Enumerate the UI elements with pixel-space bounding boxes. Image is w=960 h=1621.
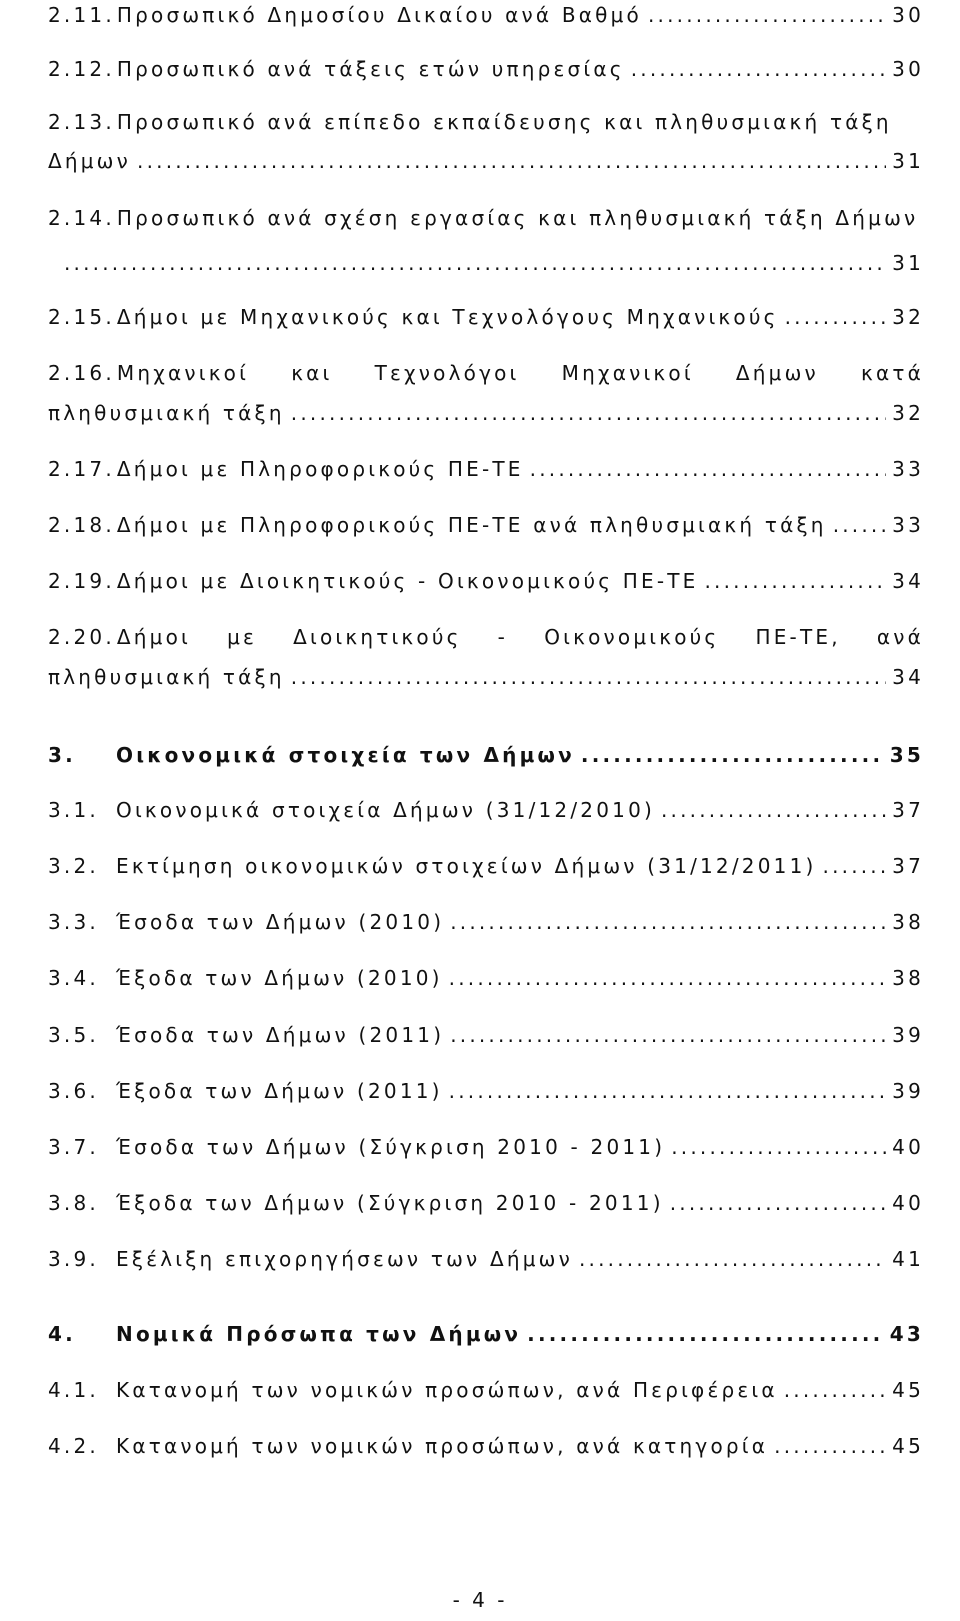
toc-leader (291, 662, 886, 692)
toc-page: 43 (889, 1322, 924, 1346)
toc-word: - (497, 625, 509, 649)
toc-word: ανά (876, 625, 924, 649)
toc-page: 33 (892, 513, 924, 537)
toc-title: Δήμοι με Διοικητικούς - Οικονομικούς ΠΕ-ΤΕ (116, 569, 699, 593)
toc-title: Κατανομή των νομικών προσώπων, ανά Περιφέρεια (116, 1378, 778, 1402)
toc-title: Κατανομή των νομικών προσώπων, ανά κατηγορία (116, 1434, 769, 1458)
toc-number: 2.13. (48, 110, 115, 134)
toc-entry-continuation[interactable] (48, 662, 924, 692)
toc-number: 2.18. (48, 513, 115, 537)
toc-word: Μηχανικοί (116, 361, 250, 385)
toc-page: 33 (892, 457, 924, 481)
toc-page: 32 (892, 401, 924, 425)
toc-word: Οικονομικούς (544, 625, 720, 649)
toc-leader (450, 1020, 886, 1050)
toc-word: Διοικητικούς (293, 625, 462, 649)
toc-number: 2.12. (48, 57, 115, 81)
toc-leader (450, 907, 886, 937)
toc-leader (581, 740, 884, 770)
toc-number: 2.20. (48, 625, 115, 649)
toc-page: 34 (892, 569, 924, 593)
toc-leader (671, 1132, 886, 1162)
toc-entry-continuation[interactable] (64, 248, 924, 278)
toc-page: 30 (892, 57, 924, 81)
toc-title: Δήμων (48, 149, 132, 173)
toc-leader (823, 851, 887, 881)
toc-page: 32 (892, 305, 924, 329)
toc-entry[interactable] (48, 454, 924, 484)
toc-chapter-entry[interactable] (48, 1319, 924, 1349)
toc-page: 30 (892, 3, 924, 27)
toc-leader (291, 398, 886, 428)
toc-number: 2.11. (48, 3, 115, 27)
toc-leader (774, 1431, 886, 1461)
toc-title: Προσωπικό ανά επίπεδο εκπαίδευσης και πληθυσμιακή τάξη (116, 110, 892, 134)
toc-entry[interactable] (48, 907, 924, 937)
toc-title: Οικονομικά στοιχεία Δήμων (31/12/2010) (116, 798, 655, 822)
toc-word: και (291, 361, 333, 385)
toc-number: 3.2. (48, 854, 99, 878)
toc-leader (631, 54, 886, 84)
toc-entry[interactable] (48, 1375, 924, 1405)
toc-number: 2.15. (48, 305, 115, 329)
toc-entry-continuation[interactable] (48, 398, 924, 428)
toc-page: 34 (892, 665, 924, 689)
toc-title: Έξοδα των Δήμων (2010) (116, 966, 443, 990)
toc-page: 45 (892, 1434, 924, 1458)
toc-title: Δήμοι με Πληροφορικούς ΠΕ-ΤΕ (116, 457, 524, 481)
toc-entry[interactable] (48, 1020, 924, 1050)
toc-number: 3.1. (48, 798, 99, 822)
toc-leader (670, 1188, 886, 1218)
toc-title: Δήμοι με Μηχανικούς και Τεχνολόγους Μηχανικούς (116, 305, 779, 329)
toc-entry[interactable] (48, 1188, 924, 1218)
toc-entry[interactable] (48, 1076, 924, 1106)
toc-number: 4.1. (48, 1378, 99, 1402)
toc-entry[interactable] (48, 107, 924, 137)
toc-leader (784, 1375, 886, 1405)
toc-entry[interactable] (48, 1431, 924, 1461)
toc-title: Έσοδα των Δήμων (2010) (116, 910, 445, 934)
toc-number: 3.9. (48, 1247, 99, 1271)
toc-page: 37 (892, 854, 924, 878)
toc-word: με (227, 625, 258, 649)
toc-entry[interactable] (48, 1244, 924, 1274)
toc-number: 2.17. (48, 457, 115, 481)
toc-title: Νομικά Πρόσωπα των Δήμων (116, 1322, 522, 1346)
toc-page: 38 (892, 910, 924, 934)
toc-title: Οικονομικά στοιχεία των Δήμων (116, 743, 575, 767)
toc-page: 37 (892, 798, 924, 822)
toc-page: 31 (892, 149, 924, 173)
toc-page: 41 (892, 1247, 924, 1271)
toc-title: Προσωπικό ανά σχέση εργασίας και πληθυσμιακή τάξη Δήμων (116, 206, 919, 230)
toc-word: κατά (861, 361, 925, 385)
toc-number: 3.3. (48, 910, 99, 934)
toc-leader (64, 248, 886, 278)
toc-number: 3.7. (48, 1135, 99, 1159)
toc-title: Εξέλιξη επιχορηγήσεων των Δήμων (116, 1247, 573, 1271)
toc-number: 4. (48, 1322, 76, 1346)
toc-word: Μηχανικοί (561, 361, 694, 385)
toc-title: Προσωπικό ανά τάξεις ετών υπηρεσίας (116, 57, 625, 81)
toc-entry[interactable] (48, 622, 924, 652)
toc-leader (449, 1076, 886, 1106)
toc-title: Εκτίμηση οικονομικών στοιχείων Δήμων (31/12/2011) (116, 854, 817, 878)
toc-entry[interactable] (48, 302, 924, 332)
toc-number: 3.6. (48, 1079, 99, 1103)
toc-page: 31 (892, 251, 924, 275)
toc-leader (137, 146, 886, 176)
toc-leader (449, 963, 886, 993)
toc-title: Έξοδα των Δήμων (2011) (116, 1079, 443, 1103)
toc-title: Έσοδα των Δήμων (2011) (116, 1023, 445, 1047)
toc-page: 39 (892, 1079, 924, 1103)
toc-entry[interactable] (48, 963, 924, 993)
toc-word: ΠΕ-ΤΕ, (755, 625, 841, 649)
toc-entry[interactable] (48, 358, 924, 388)
toc-word: Δήμων (735, 361, 819, 385)
toc-leader (705, 566, 887, 596)
toc-entry[interactable] (48, 566, 924, 596)
toc-title: Δήμοι με Πληροφορικούς ΠΕ-ΤΕ ανά πληθυσμιακή τάξη (116, 513, 827, 537)
toc-word: Τεχνολόγοι (374, 361, 520, 385)
toc-entry[interactable] (48, 1132, 924, 1162)
toc-leader (648, 0, 886, 30)
toc-number: 2.14. (48, 206, 115, 230)
toc-page: 40 (892, 1135, 924, 1159)
toc-leader (579, 1244, 886, 1274)
toc-number: 3.5. (48, 1023, 99, 1047)
toc-number: 3. (48, 743, 76, 767)
toc-number: 3.4. (48, 966, 99, 990)
toc-leader (661, 795, 886, 825)
toc-page: 39 (892, 1023, 924, 1047)
toc-leader (785, 302, 887, 332)
toc-page: 38 (892, 966, 924, 990)
toc-entry[interactable] (48, 510, 924, 540)
page-number-footer: - 4 - (452, 1588, 508, 1612)
toc-chapter-entry[interactable] (48, 740, 924, 770)
toc-title: Έσοδα των Δήμων (Σύγκριση 2010 - 2011) (116, 1135, 666, 1159)
toc-leader (527, 1319, 884, 1349)
toc-entry[interactable] (48, 0, 924, 30)
toc-page: 35 (889, 743, 924, 767)
toc-title: πληθυσμιακή τάξη (48, 401, 285, 425)
toc-title: πληθυσμιακή τάξη (48, 665, 285, 689)
toc-number: 3.8. (48, 1191, 99, 1215)
toc-number: 2.19. (48, 569, 115, 593)
toc-page: 45 (892, 1378, 924, 1402)
toc-word: Δήμοι (116, 625, 191, 649)
toc-number: 4.2. (48, 1434, 99, 1458)
toc-title: Προσωπικό Δημοσίου Δικαίου ανά Βαθμό (116, 3, 642, 27)
toc-entry[interactable] (48, 203, 924, 233)
toc-number: 2.16. (48, 361, 115, 385)
toc-entry[interactable] (48, 795, 924, 825)
toc-leader (530, 454, 887, 484)
toc-entry[interactable] (48, 851, 924, 881)
toc-page: 40 (892, 1191, 924, 1215)
toc-title: Έξοδα των Δήμων (Σύγκριση 2010 - 2011) (116, 1191, 664, 1215)
toc-entry-continuation[interactable] (48, 146, 924, 176)
toc-leader (833, 510, 886, 540)
toc-entry[interactable] (48, 54, 924, 84)
